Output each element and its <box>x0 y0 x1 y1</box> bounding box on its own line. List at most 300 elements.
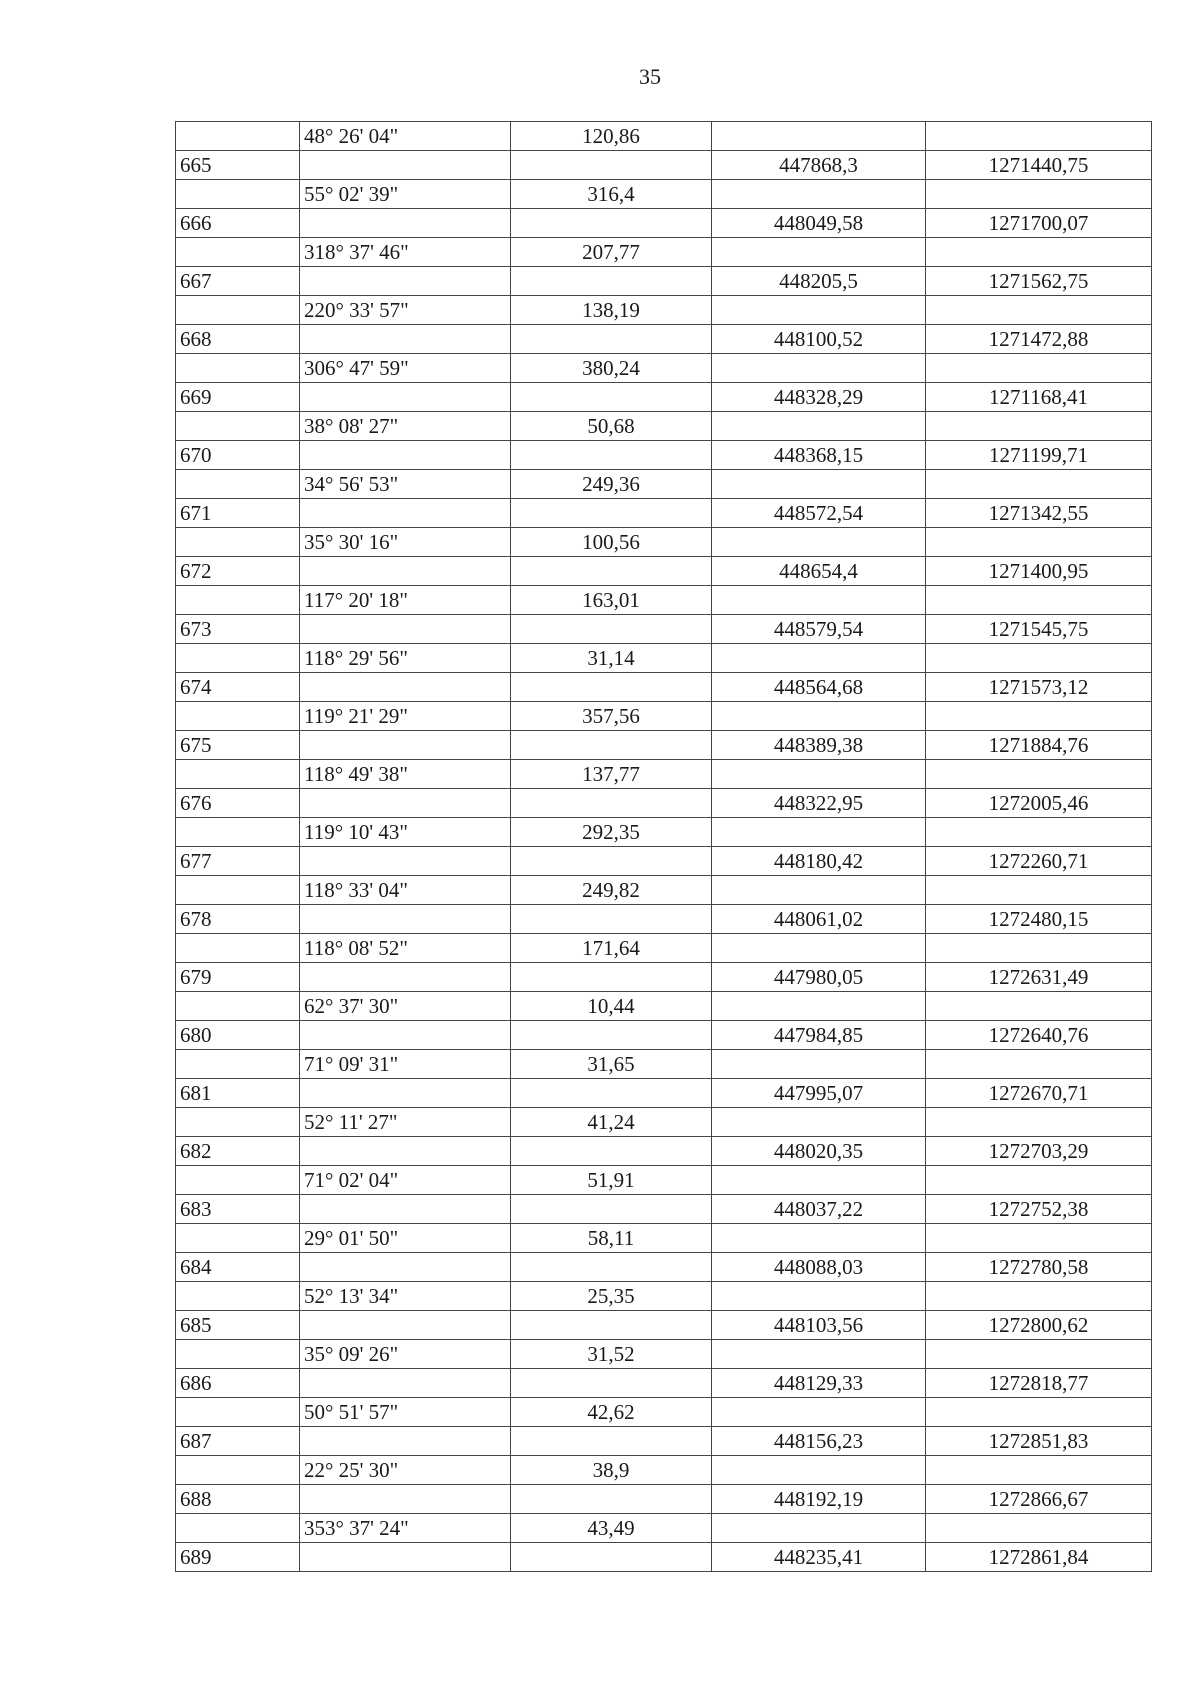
direction-angle-cell: 52° 13' 34" <box>300 1282 511 1311</box>
distance-cell: 10,44 <box>511 992 712 1021</box>
x-coordinate-cell <box>712 644 926 673</box>
x-coordinate-cell: 447995,07 <box>712 1079 926 1108</box>
direction-angle-cell: 35° 09' 26" <box>300 1340 511 1369</box>
segment-row <box>176 934 1152 963</box>
direction-angle-cell: 71° 09' 31" <box>300 1050 511 1079</box>
x-coordinate-cell <box>712 1398 926 1427</box>
point-number-cell: 669 <box>176 383 300 412</box>
segment-row <box>176 180 1152 209</box>
direction-angle-cell <box>300 441 511 470</box>
x-coordinate-cell <box>712 760 926 789</box>
direction-angle-cell <box>300 1079 511 1108</box>
point-row <box>176 499 1152 528</box>
direction-angle-cell <box>300 1253 511 1282</box>
point-number-cell <box>176 528 300 557</box>
y-coordinate-cell: 1272861,84 <box>926 1543 1152 1572</box>
y-coordinate-cell: 1271199,71 <box>926 441 1152 470</box>
distance-cell: 357,56 <box>511 702 712 731</box>
x-coordinate-cell <box>712 992 926 1021</box>
direction-angle-cell: 119° 10' 43" <box>300 818 511 847</box>
coordinates-table <box>175 121 1152 1572</box>
x-coordinate-cell <box>712 586 926 615</box>
point-number-cell: 682 <box>176 1137 300 1166</box>
distance-cell <box>511 267 712 296</box>
x-coordinate-cell <box>712 1224 926 1253</box>
point-number-cell <box>176 1224 300 1253</box>
point-number-cell: 678 <box>176 905 300 934</box>
distance-cell: 316,4 <box>511 180 712 209</box>
y-coordinate-cell <box>926 1456 1152 1485</box>
y-coordinate-cell <box>926 934 1152 963</box>
point-number-cell: 685 <box>176 1311 300 1340</box>
y-coordinate-cell <box>926 1050 1152 1079</box>
direction-angle-cell: 353° 37' 24" <box>300 1514 511 1543</box>
point-row <box>176 1137 1152 1166</box>
direction-angle-cell <box>300 1021 511 1050</box>
distance-cell: 42,62 <box>511 1398 712 1427</box>
segment-row <box>176 1166 1152 1195</box>
point-number-cell: 673 <box>176 615 300 644</box>
direction-angle-cell <box>300 151 511 180</box>
x-coordinate-cell: 448322,95 <box>712 789 926 818</box>
point-number-cell: 671 <box>176 499 300 528</box>
direction-angle-cell: 52° 11' 27" <box>300 1108 511 1137</box>
x-coordinate-cell <box>712 876 926 905</box>
y-coordinate-cell: 1272260,71 <box>926 847 1152 876</box>
distance-cell: 51,91 <box>511 1166 712 1195</box>
y-coordinate-cell: 1272866,67 <box>926 1485 1152 1514</box>
x-coordinate-cell: 448088,03 <box>712 1253 926 1282</box>
point-number-cell <box>176 1050 300 1079</box>
y-coordinate-cell <box>926 876 1152 905</box>
y-coordinate-cell <box>926 760 1152 789</box>
y-coordinate-cell: 1271573,12 <box>926 673 1152 702</box>
distance-cell: 120,86 <box>511 122 712 151</box>
y-coordinate-cell: 1272670,71 <box>926 1079 1152 1108</box>
x-coordinate-cell: 448572,54 <box>712 499 926 528</box>
y-coordinate-cell <box>926 296 1152 325</box>
point-row <box>176 789 1152 818</box>
direction-angle-cell: 118° 49' 38" <box>300 760 511 789</box>
direction-angle-cell: 71° 02' 04" <box>300 1166 511 1195</box>
y-coordinate-cell <box>926 818 1152 847</box>
y-coordinate-cell <box>926 412 1152 441</box>
distance-cell: 41,24 <box>511 1108 712 1137</box>
direction-angle-cell: 62° 37' 30" <box>300 992 511 1021</box>
point-row <box>176 151 1152 180</box>
x-coordinate-cell <box>712 528 926 557</box>
x-coordinate-cell: 448235,41 <box>712 1543 926 1572</box>
x-coordinate-cell: 448100,52 <box>712 325 926 354</box>
x-coordinate-cell: 448020,35 <box>712 1137 926 1166</box>
distance-cell: 207,77 <box>511 238 712 267</box>
direction-angle-cell: 117° 20' 18" <box>300 586 511 615</box>
distance-cell: 31,14 <box>511 644 712 673</box>
x-coordinate-cell: 448037,22 <box>712 1195 926 1224</box>
x-coordinate-cell: 448156,23 <box>712 1427 926 1456</box>
distance-cell <box>511 905 712 934</box>
y-coordinate-cell: 1271545,75 <box>926 615 1152 644</box>
point-number-cell <box>176 818 300 847</box>
x-coordinate-cell: 448389,38 <box>712 731 926 760</box>
segment-row <box>176 470 1152 499</box>
x-coordinate-cell <box>712 1166 926 1195</box>
y-coordinate-cell <box>926 1340 1152 1369</box>
x-coordinate-cell <box>712 1050 926 1079</box>
x-coordinate-cell: 448049,58 <box>712 209 926 238</box>
direction-angle-cell <box>300 1427 511 1456</box>
point-row <box>176 1253 1152 1282</box>
point-number-cell <box>176 992 300 1021</box>
point-number-cell: 666 <box>176 209 300 238</box>
point-row <box>176 847 1152 876</box>
direction-angle-cell <box>300 1369 511 1398</box>
point-number-cell <box>176 412 300 441</box>
point-number-cell: 679 <box>176 963 300 992</box>
direction-angle-cell <box>300 1311 511 1340</box>
point-number-cell: 677 <box>176 847 300 876</box>
point-number-cell <box>176 1166 300 1195</box>
distance-cell: 50,68 <box>511 412 712 441</box>
point-number-cell: 689 <box>176 1543 300 1572</box>
direction-angle-cell: 119° 21' 29" <box>300 702 511 731</box>
distance-cell: 38,9 <box>511 1456 712 1485</box>
distance-cell: 58,11 <box>511 1224 712 1253</box>
distance-cell <box>511 847 712 876</box>
distance-cell <box>511 731 712 760</box>
segment-row <box>176 1340 1152 1369</box>
y-coordinate-cell <box>926 702 1152 731</box>
y-coordinate-cell: 1272480,15 <box>926 905 1152 934</box>
x-coordinate-cell <box>712 818 926 847</box>
point-row <box>176 557 1152 586</box>
y-coordinate-cell: 1272640,76 <box>926 1021 1152 1050</box>
distance-cell <box>511 963 712 992</box>
x-coordinate-cell: 448192,19 <box>712 1485 926 1514</box>
point-number-cell <box>176 122 300 151</box>
distance-cell <box>511 325 712 354</box>
x-coordinate-cell: 447984,85 <box>712 1021 926 1050</box>
y-coordinate-cell <box>926 992 1152 1021</box>
segment-row <box>176 702 1152 731</box>
distance-cell <box>511 1369 712 1398</box>
direction-angle-cell <box>300 499 511 528</box>
distance-cell: 25,35 <box>511 1282 712 1311</box>
point-number-cell <box>176 1456 300 1485</box>
point-row <box>176 1021 1152 1050</box>
segment-row <box>176 354 1152 383</box>
direction-angle-cell: 220° 33' 57" <box>300 296 511 325</box>
y-coordinate-cell: 1271400,95 <box>926 557 1152 586</box>
segment-row <box>176 586 1152 615</box>
segment-row <box>176 296 1152 325</box>
point-number-cell <box>176 876 300 905</box>
distance-cell <box>511 557 712 586</box>
direction-angle-cell: 118° 08' 52" <box>300 934 511 963</box>
direction-angle-cell <box>300 963 511 992</box>
x-coordinate-cell: 447980,05 <box>712 963 926 992</box>
y-coordinate-cell: 1271440,75 <box>926 151 1152 180</box>
x-coordinate-cell <box>712 354 926 383</box>
point-number-cell: 674 <box>176 673 300 702</box>
segment-row <box>176 1224 1152 1253</box>
direction-angle-cell <box>300 209 511 238</box>
distance-cell <box>511 673 712 702</box>
distance-cell <box>511 499 712 528</box>
point-number-cell <box>176 1514 300 1543</box>
x-coordinate-cell: 448129,33 <box>712 1369 926 1398</box>
y-coordinate-cell: 1271562,75 <box>926 267 1152 296</box>
distance-cell <box>511 441 712 470</box>
distance-cell: 380,24 <box>511 354 712 383</box>
y-coordinate-cell <box>926 180 1152 209</box>
y-coordinate-cell <box>926 1282 1152 1311</box>
page-number <box>100 64 1200 90</box>
distance-cell: 249,82 <box>511 876 712 905</box>
point-number-cell <box>176 1108 300 1137</box>
x-coordinate-cell: 448564,68 <box>712 673 926 702</box>
segment-row <box>176 1398 1152 1427</box>
y-coordinate-cell: 1272800,62 <box>926 1311 1152 1340</box>
point-number-cell: 670 <box>176 441 300 470</box>
point-number-cell <box>176 702 300 731</box>
x-coordinate-cell <box>712 470 926 499</box>
point-row <box>176 1195 1152 1224</box>
x-coordinate-cell <box>712 122 926 151</box>
y-coordinate-cell: 1272631,49 <box>926 963 1152 992</box>
y-coordinate-cell: 1272752,38 <box>926 1195 1152 1224</box>
y-coordinate-cell: 1271472,88 <box>926 325 1152 354</box>
distance-cell: 292,35 <box>511 818 712 847</box>
point-number-cell: 684 <box>176 1253 300 1282</box>
direction-angle-cell <box>300 847 511 876</box>
y-coordinate-cell <box>926 122 1152 151</box>
distance-cell <box>511 1253 712 1282</box>
y-coordinate-cell <box>926 1398 1152 1427</box>
y-coordinate-cell <box>926 586 1152 615</box>
point-number-cell: 667 <box>176 267 300 296</box>
page-number-text: 35 <box>639 64 661 89</box>
x-coordinate-cell: 448180,42 <box>712 847 926 876</box>
distance-cell: 31,52 <box>511 1340 712 1369</box>
direction-angle-cell: 55° 02' 39" <box>300 180 511 209</box>
direction-angle-cell: 118° 33' 04" <box>300 876 511 905</box>
y-coordinate-cell <box>926 528 1152 557</box>
point-row <box>176 1543 1152 1572</box>
y-coordinate-cell: 1271884,76 <box>926 731 1152 760</box>
y-coordinate-cell: 1272780,58 <box>926 1253 1152 1282</box>
x-coordinate-cell: 448368,15 <box>712 441 926 470</box>
point-row <box>176 963 1152 992</box>
distance-cell <box>511 1021 712 1050</box>
direction-angle-cell: 38° 08' 27" <box>300 412 511 441</box>
segment-row <box>176 876 1152 905</box>
point-number-cell: 672 <box>176 557 300 586</box>
y-coordinate-cell: 1271342,55 <box>926 499 1152 528</box>
distance-cell <box>511 615 712 644</box>
direction-angle-cell <box>300 615 511 644</box>
y-coordinate-cell <box>926 1108 1152 1137</box>
direction-angle-cell <box>300 1195 511 1224</box>
distance-cell <box>511 383 712 412</box>
x-coordinate-cell <box>712 1514 926 1543</box>
segment-row <box>176 1514 1152 1543</box>
point-number-cell: 665 <box>176 151 300 180</box>
distance-cell: 171,64 <box>511 934 712 963</box>
direction-angle-cell: 35° 30' 16" <box>300 528 511 557</box>
point-number-cell: 683 <box>176 1195 300 1224</box>
x-coordinate-cell <box>712 412 926 441</box>
segment-row <box>176 528 1152 557</box>
distance-cell: 100,56 <box>511 528 712 557</box>
point-number-cell: 668 <box>176 325 300 354</box>
segment-row <box>176 1108 1152 1137</box>
segment-row <box>176 1050 1152 1079</box>
x-coordinate-cell <box>712 180 926 209</box>
point-row <box>176 615 1152 644</box>
point-row <box>176 209 1152 238</box>
distance-cell: 137,77 <box>511 760 712 789</box>
x-coordinate-cell: 448654,4 <box>712 557 926 586</box>
segment-row <box>176 644 1152 673</box>
direction-angle-cell: 29° 01' 50" <box>300 1224 511 1253</box>
y-coordinate-cell: 1272851,83 <box>926 1427 1152 1456</box>
point-row <box>176 1311 1152 1340</box>
point-number-cell <box>176 644 300 673</box>
point-row <box>176 1485 1152 1514</box>
distance-cell <box>511 1195 712 1224</box>
y-coordinate-cell: 1271700,07 <box>926 209 1152 238</box>
direction-angle-cell <box>300 1137 511 1166</box>
distance-cell <box>511 1485 712 1514</box>
distance-cell <box>511 1311 712 1340</box>
direction-angle-cell <box>300 789 511 818</box>
coordinates-table-body <box>176 122 1152 1572</box>
direction-angle-cell: 318° 37' 46" <box>300 238 511 267</box>
point-number-cell: 676 <box>176 789 300 818</box>
point-number-cell: 681 <box>176 1079 300 1108</box>
x-coordinate-cell <box>712 1456 926 1485</box>
distance-cell <box>511 209 712 238</box>
x-coordinate-cell: 447868,3 <box>712 151 926 180</box>
direction-angle-cell <box>300 731 511 760</box>
y-coordinate-cell <box>926 1166 1152 1195</box>
point-number-cell: 686 <box>176 1369 300 1398</box>
y-coordinate-cell: 1272005,46 <box>926 789 1152 818</box>
segment-row <box>176 992 1152 1021</box>
direction-angle-cell <box>300 325 511 354</box>
x-coordinate-cell: 448328,29 <box>712 383 926 412</box>
x-coordinate-cell <box>712 238 926 267</box>
point-row <box>176 731 1152 760</box>
x-coordinate-cell <box>712 1108 926 1137</box>
distance-cell <box>511 1427 712 1456</box>
x-coordinate-cell: 448103,56 <box>712 1311 926 1340</box>
direction-angle-cell <box>300 1543 511 1572</box>
point-row <box>176 1427 1152 1456</box>
distance-cell: 138,19 <box>511 296 712 325</box>
point-number-cell: 680 <box>176 1021 300 1050</box>
y-coordinate-cell <box>926 470 1152 499</box>
y-coordinate-cell <box>926 1224 1152 1253</box>
x-coordinate-cell: 448579,54 <box>712 615 926 644</box>
direction-angle-cell: 22° 25' 30" <box>300 1456 511 1485</box>
point-number-cell <box>176 586 300 615</box>
direction-angle-cell: 34° 56' 53" <box>300 470 511 499</box>
direction-angle-cell <box>300 1485 511 1514</box>
point-number-cell <box>176 1398 300 1427</box>
point-row <box>176 905 1152 934</box>
point-number-cell <box>176 934 300 963</box>
x-coordinate-cell <box>712 296 926 325</box>
point-number-cell <box>176 470 300 499</box>
direction-angle-cell <box>300 557 511 586</box>
x-coordinate-cell <box>712 702 926 731</box>
distance-cell <box>511 1543 712 1572</box>
direction-angle-cell <box>300 383 511 412</box>
point-row <box>176 1079 1152 1108</box>
x-coordinate-cell <box>712 1340 926 1369</box>
point-row <box>176 325 1152 354</box>
point-number-cell <box>176 238 300 267</box>
distance-cell <box>511 151 712 180</box>
point-row <box>176 267 1152 296</box>
x-coordinate-cell <box>712 1282 926 1311</box>
point-number-cell <box>176 180 300 209</box>
point-row <box>176 673 1152 702</box>
distance-cell <box>511 789 712 818</box>
y-coordinate-cell <box>926 1514 1152 1543</box>
segment-row <box>176 238 1152 267</box>
segment-row <box>176 818 1152 847</box>
direction-angle-cell: 306° 47' 59" <box>300 354 511 383</box>
point-number-cell <box>176 296 300 325</box>
segment-row <box>176 1456 1152 1485</box>
coordinates-table-container <box>175 121 1151 1572</box>
direction-angle-cell <box>300 905 511 934</box>
x-coordinate-cell: 448061,02 <box>712 905 926 934</box>
point-number-cell <box>176 760 300 789</box>
x-coordinate-cell <box>712 934 926 963</box>
distance-cell <box>511 1079 712 1108</box>
point-number-cell: 675 <box>176 731 300 760</box>
x-coordinate-cell: 448205,5 <box>712 267 926 296</box>
y-coordinate-cell: 1272703,29 <box>926 1137 1152 1166</box>
y-coordinate-cell <box>926 644 1152 673</box>
segment-row <box>176 412 1152 441</box>
direction-angle-cell <box>300 673 511 702</box>
y-coordinate-cell <box>926 238 1152 267</box>
distance-cell: 43,49 <box>511 1514 712 1543</box>
point-number-cell <box>176 354 300 383</box>
y-coordinate-cell <box>926 354 1152 383</box>
direction-angle-cell: 50° 51' 57" <box>300 1398 511 1427</box>
point-number-cell: 687 <box>176 1427 300 1456</box>
point-number-cell <box>176 1340 300 1369</box>
segment-row <box>176 1282 1152 1311</box>
point-row <box>176 383 1152 412</box>
distance-cell: 31,65 <box>511 1050 712 1079</box>
direction-angle-cell: 48° 26' 04" <box>300 122 511 151</box>
direction-angle-cell <box>300 267 511 296</box>
distance-cell <box>511 1137 712 1166</box>
segment-row <box>176 760 1152 789</box>
distance-cell: 249,36 <box>511 470 712 499</box>
segment-row <box>176 122 1152 151</box>
y-coordinate-cell: 1272818,77 <box>926 1369 1152 1398</box>
point-row <box>176 441 1152 470</box>
y-coordinate-cell: 1271168,41 <box>926 383 1152 412</box>
